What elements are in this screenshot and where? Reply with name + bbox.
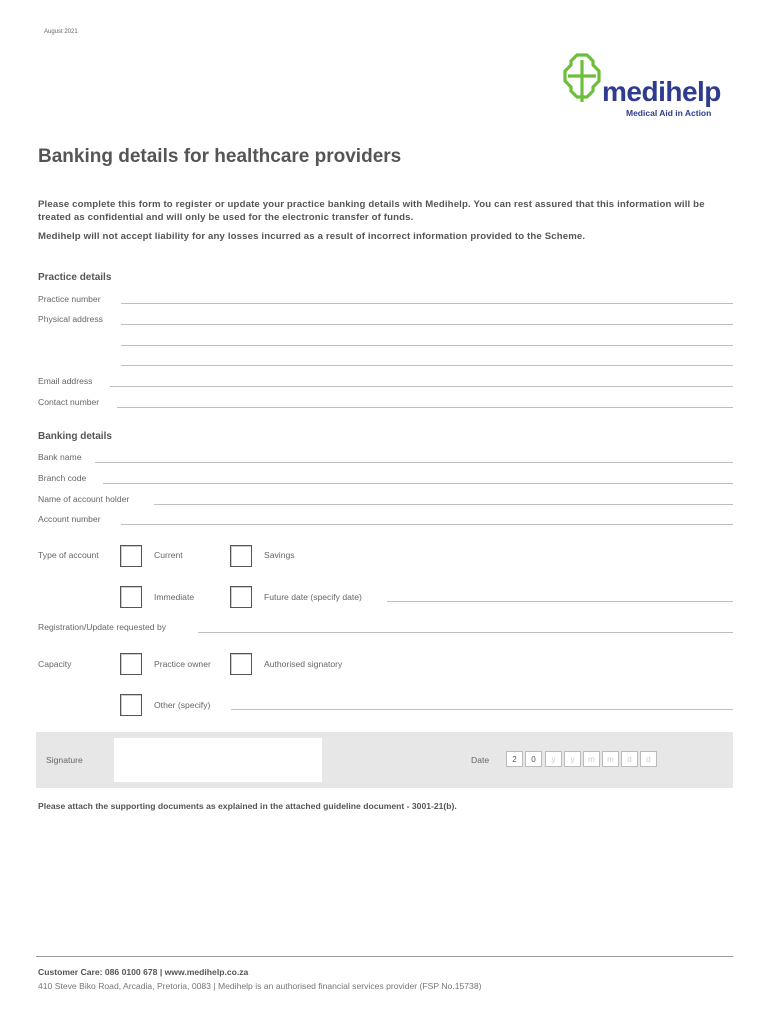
- bank-name-label: Bank name: [38, 452, 82, 462]
- practice-owner-checkbox[interactable]: [120, 653, 142, 675]
- email-address-field[interactable]: [110, 386, 733, 387]
- authorised-signatory-label: Authorised signatory: [264, 659, 343, 669]
- attachment-note: Please attach the supporting documents as explained in the attached guideline document - 3001-21(b).: [38, 801, 457, 811]
- future-date-label: Future date (specify date): [264, 592, 362, 602]
- branch-code-field[interactable]: [103, 483, 733, 484]
- immediate-label: Immediate: [154, 592, 195, 602]
- date-digit-cell[interactable]: y: [564, 751, 581, 767]
- savings-checkbox[interactable]: [230, 545, 252, 567]
- banking-details-heading: Banking details: [38, 431, 112, 442]
- account-holder-field[interactable]: [154, 504, 733, 505]
- account-number-field[interactable]: [121, 524, 733, 525]
- practice-number-field[interactable]: [121, 303, 733, 304]
- practice-number-label: Practice number: [38, 294, 101, 304]
- other-label: Other (specify): [154, 700, 211, 710]
- requested-by-field[interactable]: [198, 632, 733, 633]
- footer-divider: [36, 956, 733, 957]
- capacity-label: Capacity: [38, 659, 72, 669]
- date-digit-cell[interactable]: d: [621, 751, 638, 767]
- footer-contact: Customer Care: 086 0100 678 | www.medihelp.co.za: [38, 967, 249, 977]
- future-date-field[interactable]: [387, 601, 733, 602]
- current-checkbox[interactable]: [120, 545, 142, 567]
- date-digit-cell[interactable]: 0: [525, 751, 542, 767]
- bank-name-field[interactable]: [95, 462, 733, 463]
- date-label: Date: [471, 755, 490, 765]
- physical-address-field-2[interactable]: [121, 345, 733, 346]
- practice-owner-label: Practice owner: [154, 659, 211, 669]
- account-number-label: Account number: [38, 514, 101, 524]
- authorised-signatory-checkbox[interactable]: [230, 653, 252, 675]
- other-specify-field[interactable]: [231, 709, 733, 710]
- physical-address-field-3[interactable]: [121, 365, 733, 366]
- brand-tagline: Medical Aid in Action: [626, 108, 712, 118]
- branch-code-label: Branch code: [38, 473, 87, 483]
- date-digit-cell[interactable]: d: [640, 751, 657, 767]
- future-date-checkbox[interactable]: [230, 586, 252, 608]
- current-label: Current: [154, 550, 183, 560]
- physical-address-field-1[interactable]: [121, 324, 733, 325]
- intro-paragraph-2: Medihelp will not accept liability for any losses incurred as a result of incorrect information provided to the Scheme.: [38, 231, 586, 242]
- date-digit-cell[interactable]: m: [583, 751, 600, 767]
- immediate-checkbox[interactable]: [120, 586, 142, 608]
- date-digit-cell[interactable]: m: [602, 751, 619, 767]
- contact-number-field[interactable]: [117, 407, 733, 408]
- document-date: August 2021: [44, 29, 78, 35]
- page-title: Banking details for healthcare providers: [38, 146, 402, 167]
- date-digit-cell[interactable]: 2: [506, 751, 523, 767]
- signature-label: Signature: [46, 755, 83, 765]
- email-address-label: Email address: [38, 376, 93, 386]
- contact-number-label: Contact number: [38, 397, 100, 407]
- physical-address-label: Physical address: [38, 314, 103, 324]
- brand-name: medihelp: [602, 76, 721, 107]
- requested-by-label: Registration/Update requested by: [38, 622, 167, 632]
- footer-address: 410 Steve Biko Road, Arcadia, Pretoria, 0083 | Medihelp is an authorised financial services provider (FSP No.15738): [38, 981, 482, 991]
- other-checkbox[interactable]: [120, 694, 142, 716]
- account-holder-label: Name of account holder: [38, 494, 130, 504]
- intro-paragraph-1: Please complete this form to register or update your practice banking details with Medihelp. You can rest assured that this information will be treated as confidential and will only be used for the electronic transfer of funds.: [38, 199, 705, 223]
- date-digit-cell[interactable]: y: [545, 751, 562, 767]
- savings-label: Savings: [264, 550, 295, 560]
- signature-field[interactable]: [114, 738, 322, 782]
- type-of-account-label: Type of account: [38, 550, 99, 560]
- practice-details-heading: Practice details: [38, 272, 112, 283]
